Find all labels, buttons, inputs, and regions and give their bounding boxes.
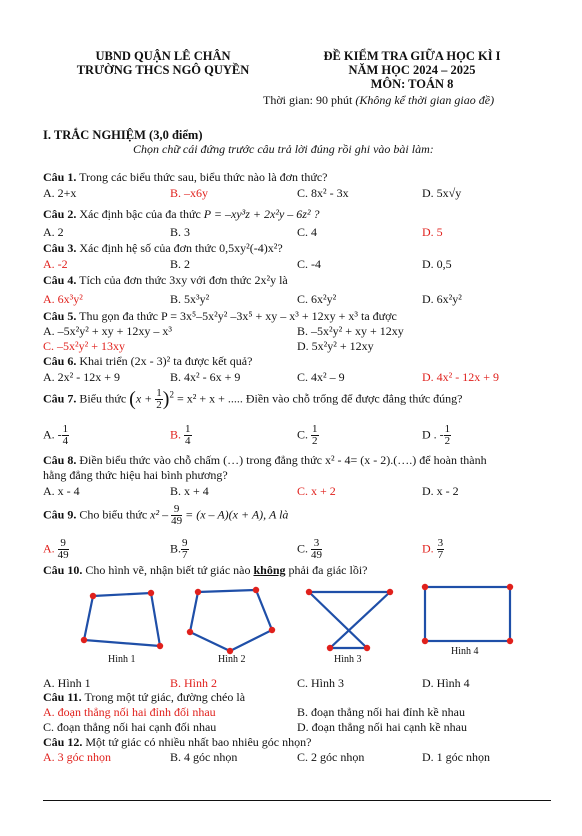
vertex bbox=[148, 590, 154, 596]
q2-option-b: B. 3 bbox=[170, 225, 191, 239]
option-fraction bbox=[58, 538, 69, 561]
q3-option-b: B. 2 bbox=[170, 257, 191, 271]
rect4-vertices bbox=[422, 584, 513, 644]
question-expression: P = –xy³z + 2x²y – 6z² ? bbox=[203, 207, 320, 221]
question-5 bbox=[43, 309, 397, 324]
question-text: Khai triển (2x - 3)² ta được kết quả? bbox=[79, 354, 253, 368]
expr-right: = (x – A)(x + A), A là bbox=[185, 507, 289, 522]
fraction-denominator: 2 bbox=[156, 399, 162, 411]
q4-option-b: B. 5x³y² bbox=[170, 292, 210, 306]
question-label: Câu 11. bbox=[43, 690, 82, 704]
question-keyword: không bbox=[253, 563, 286, 577]
question-text: Điền biểu thức vào chỗ chấm (…) trong đẳng thức x² - 4= (x - 2).(….) để hoàn thành bbox=[79, 453, 487, 467]
q5-option-c: C. –5x²y² + 13xy bbox=[43, 339, 125, 353]
vertex bbox=[422, 584, 428, 590]
q9-option-d bbox=[422, 538, 444, 561]
fraction-denominator: 4 bbox=[185, 435, 191, 447]
vertex bbox=[195, 589, 201, 595]
question-text-before: Cho biểu thức bbox=[79, 507, 148, 522]
option-fraction bbox=[311, 538, 322, 561]
fraction-numerator: 1 bbox=[312, 423, 318, 435]
exam-title: ĐỀ KIỂM TRA GIỮA HỌC KÌ I bbox=[323, 49, 501, 63]
question-10 bbox=[43, 563, 367, 578]
expr-x: x + bbox=[135, 391, 153, 406]
vertex bbox=[253, 587, 259, 593]
option-prefix: D . - bbox=[422, 427, 444, 442]
q12-option-b: B. 4 góc nhọn bbox=[170, 750, 238, 764]
vertex bbox=[90, 593, 96, 599]
expr-left: x² – bbox=[150, 507, 169, 522]
option-prefix: B. bbox=[170, 541, 182, 556]
fraction-denominator: 2 bbox=[444, 435, 451, 447]
figure-2-caption: Hình 2 bbox=[218, 654, 246, 665]
fraction-denominator: 7 bbox=[182, 549, 188, 561]
question-text: Tích của đơn thức 3xy với đơn thức 2x²y là bbox=[79, 273, 288, 287]
q8-option-a: A. x - 4 bbox=[43, 484, 80, 498]
q11-option-b: B. đoạn thẳng nối hai đỉnh kề nhau bbox=[297, 705, 465, 719]
q10-option-a: A. Hình 1 bbox=[43, 676, 91, 690]
question-7 bbox=[43, 388, 462, 411]
q6-option-a: A. 2x² - 12x + 9 bbox=[43, 370, 121, 384]
q7-option-a bbox=[43, 424, 69, 447]
fraction-denominator: 49 bbox=[57, 549, 69, 561]
vertex bbox=[327, 645, 333, 651]
question-text: Xác định hệ số của đơn thức 0,5xy²(-4)x²? bbox=[79, 241, 283, 255]
option-fraction bbox=[437, 538, 445, 561]
q11-option-c: C. đoạn thẳng nối hai cạnh đối nhau bbox=[43, 720, 217, 734]
fraction-denominator: 49 bbox=[311, 549, 323, 561]
quadrilateral-1 bbox=[84, 593, 160, 646]
option-prefix: A. bbox=[43, 541, 55, 556]
q9-option-b bbox=[170, 538, 189, 561]
option-prefix: C. bbox=[297, 427, 309, 442]
q10-option-b: B. Hình 2 bbox=[170, 676, 218, 690]
q2-option-c: C. 4 bbox=[297, 225, 318, 239]
question-9 bbox=[43, 504, 288, 527]
q8-option-c: C. x + 2 bbox=[297, 484, 336, 498]
q6-option-b: B. 4x² - 6x + 9 bbox=[170, 370, 241, 384]
vertex bbox=[422, 638, 428, 644]
crossed-quad-3 bbox=[309, 592, 390, 648]
option-prefix: A. - bbox=[43, 427, 62, 442]
exam-time-note: (Không kể thời gian giao đề) bbox=[355, 93, 495, 107]
figure-4-caption: Hình 4 bbox=[451, 646, 479, 657]
figure-3-caption: Hình 3 bbox=[334, 654, 362, 665]
question-8-line2: hằng đẳng thức hiệu hai bình phương? bbox=[43, 468, 228, 482]
poly2-vertices bbox=[187, 587, 275, 654]
fraction-denominator: 49 bbox=[171, 515, 183, 527]
vertex bbox=[157, 643, 163, 649]
question-text: Trong một tứ giác, đường chéo là bbox=[84, 690, 246, 704]
q11-option-a: A. đoạn thẳng nối hai đỉnh đối nhau bbox=[43, 705, 216, 719]
vertex bbox=[187, 629, 193, 635]
expr-fraction bbox=[155, 388, 163, 411]
expr-fraction bbox=[171, 504, 182, 527]
vertex bbox=[269, 627, 275, 633]
q3-option-a: A. -2 bbox=[43, 257, 68, 271]
fraction-numerator: 9 bbox=[182, 537, 188, 549]
q12-option-a: A. 3 góc nhọn bbox=[43, 750, 111, 764]
q2-option-d: D. 5 bbox=[422, 225, 443, 239]
question-text: Xác định bậc của đa thức bbox=[79, 207, 201, 221]
question-text: Thu gọn đa thức P = 3x⁵–5x²y² –3x⁵ + xy – x³ + 12xy + x³ ta được bbox=[79, 309, 397, 323]
option-fraction bbox=[311, 424, 319, 447]
polygon-2 bbox=[190, 590, 272, 651]
question-label: Câu 8. bbox=[43, 453, 77, 467]
footer-divider bbox=[43, 800, 551, 801]
q8-option-b: B. x + 4 bbox=[170, 484, 209, 498]
question-text-after: phải đa giác lồi? bbox=[288, 563, 368, 577]
q1-option-d: D. 5x√y bbox=[422, 186, 462, 200]
q10-option-d: D. Hình 4 bbox=[422, 676, 470, 690]
q9-option-a bbox=[43, 538, 69, 561]
q8-option-d: D. x - 2 bbox=[422, 484, 459, 498]
poly2-shape bbox=[190, 590, 272, 651]
rect4-shape bbox=[425, 587, 510, 641]
q9-option-c bbox=[297, 538, 322, 561]
question-label: Câu 5. bbox=[43, 309, 77, 323]
option-fraction bbox=[181, 538, 189, 561]
q4-option-a: A. 6x³y² bbox=[43, 292, 83, 306]
fraction-numerator: 1 bbox=[156, 387, 162, 399]
exam-time bbox=[263, 93, 494, 108]
quad1-shape bbox=[84, 593, 160, 646]
q7-option-d bbox=[422, 424, 451, 447]
fraction-numerator: 1 bbox=[185, 423, 191, 435]
q5-option-b: B. –5x²y² + xy + 12xy bbox=[297, 324, 404, 338]
question-text-before: Biểu thức bbox=[79, 391, 127, 406]
question-text: Trong các biểu thức sau, biểu thức nào là đơn thức? bbox=[79, 170, 328, 184]
close-paren: ) bbox=[162, 388, 170, 410]
q1-option-b: B. –x6y bbox=[170, 186, 209, 200]
fraction-numerator: 1 bbox=[62, 423, 69, 435]
question-11 bbox=[43, 690, 245, 705]
rectangle-4 bbox=[425, 587, 510, 641]
question-label: Câu 1. bbox=[43, 170, 77, 184]
question-text-after: = x² + x + ..... Điền vào chỗ trống để được đẳng thức đúng? bbox=[176, 391, 463, 406]
fraction-denominator: 4 bbox=[62, 435, 69, 447]
q4-option-c: C. 6x²y² bbox=[297, 292, 337, 306]
option-prefix: B. bbox=[170, 427, 182, 442]
q7-option-b bbox=[170, 424, 192, 447]
vertex bbox=[81, 637, 87, 643]
q6-option-c: C. 4x² – 9 bbox=[297, 370, 345, 384]
q3-option-c: C. -4 bbox=[297, 257, 321, 271]
question-label: Câu 12. bbox=[43, 735, 83, 749]
expr-power: 2 bbox=[169, 389, 174, 400]
open-paren: ( bbox=[129, 388, 136, 410]
q12-option-d: D. 1 góc nhọn bbox=[422, 750, 490, 764]
question-text-before: Cho hình vẽ, nhận biết tứ giác nào bbox=[85, 563, 251, 577]
option-fraction bbox=[444, 424, 452, 447]
school-district: UBND QUẬN LÊ CHÂN bbox=[95, 49, 231, 63]
school-name-text: TRƯỜNG THCS NGÔ QUYỀN bbox=[76, 63, 250, 77]
question-text: Một tứ giác có nhiều nhất bao nhiêu góc nhọn? bbox=[85, 735, 312, 749]
question-4 bbox=[43, 273, 288, 288]
q10-option-c: C. Hình 3 bbox=[297, 676, 345, 690]
q2-option-a: A. 2 bbox=[43, 225, 64, 239]
exam-time-text: Thời gian: 90 phút bbox=[263, 93, 353, 107]
q3-option-d: D. 0,5 bbox=[422, 257, 452, 271]
vertex bbox=[364, 645, 370, 651]
question-label: Câu 7. bbox=[43, 391, 77, 406]
fraction-denominator: 2 bbox=[312, 435, 318, 447]
fraction-numerator: 3 bbox=[437, 537, 444, 549]
question-label: Câu 6. bbox=[43, 354, 77, 368]
q5-option-d: D. 5x²y² + 12xy bbox=[297, 339, 374, 353]
school-year: NĂM HỌC 2024 – 2025 bbox=[348, 63, 476, 77]
fraction-numerator: 1 bbox=[444, 423, 451, 435]
question-2 bbox=[43, 207, 320, 222]
fraction-denominator: 7 bbox=[437, 549, 444, 561]
school-name bbox=[63, 63, 263, 78]
q11-option-d: D. đoạn thẳng nối hai cạnh kề nhau bbox=[297, 720, 467, 734]
question-8 bbox=[43, 453, 487, 468]
q4-option-d: D. 6x²y² bbox=[422, 292, 462, 306]
option-prefix: C. bbox=[297, 541, 309, 556]
fraction-numerator: 9 bbox=[171, 504, 182, 516]
subject: MÔN: TOÁN 8 bbox=[370, 77, 454, 91]
question-label: Câu 9. bbox=[43, 507, 77, 522]
question-label: Câu 10. bbox=[43, 563, 83, 577]
q12-option-c: C. 2 góc nhọn bbox=[297, 750, 365, 764]
vertex bbox=[507, 638, 513, 644]
q7-option-c bbox=[297, 424, 319, 447]
question-label: Câu 2. bbox=[43, 207, 77, 221]
q1-option-c: C. 8x² - 3x bbox=[297, 186, 349, 200]
q1-option-a: A. 2+x bbox=[43, 186, 77, 200]
fraction-numerator: 3 bbox=[311, 538, 322, 550]
question-3 bbox=[43, 241, 283, 256]
question-12 bbox=[43, 735, 311, 750]
quad3-vertices bbox=[306, 589, 393, 651]
q6-option-d: D. 4x² - 12x + 9 bbox=[422, 370, 500, 384]
q5-option-a: A. –5x²y² + xy + 12xy – x³ bbox=[43, 324, 172, 338]
section-instruction: Chọn chữ cái đứng trước câu trả lời đúng rồi ghi vào bài làm: bbox=[133, 142, 434, 156]
vertex bbox=[507, 584, 513, 590]
question-1 bbox=[43, 170, 328, 185]
question-label: Câu 3. bbox=[43, 241, 77, 255]
section-title: I. TRẮC NGHIỆM (3,0 điểm) bbox=[43, 128, 203, 142]
option-fraction bbox=[62, 424, 70, 447]
vertex bbox=[387, 589, 393, 595]
option-prefix: D. bbox=[422, 541, 434, 556]
fraction-numerator: 9 bbox=[58, 538, 69, 550]
question-6 bbox=[43, 354, 252, 369]
question-label: Câu 4. bbox=[43, 273, 77, 287]
figure-1-caption: Hình 1 bbox=[108, 654, 136, 665]
option-fraction bbox=[184, 424, 192, 447]
vertex bbox=[306, 589, 312, 595]
